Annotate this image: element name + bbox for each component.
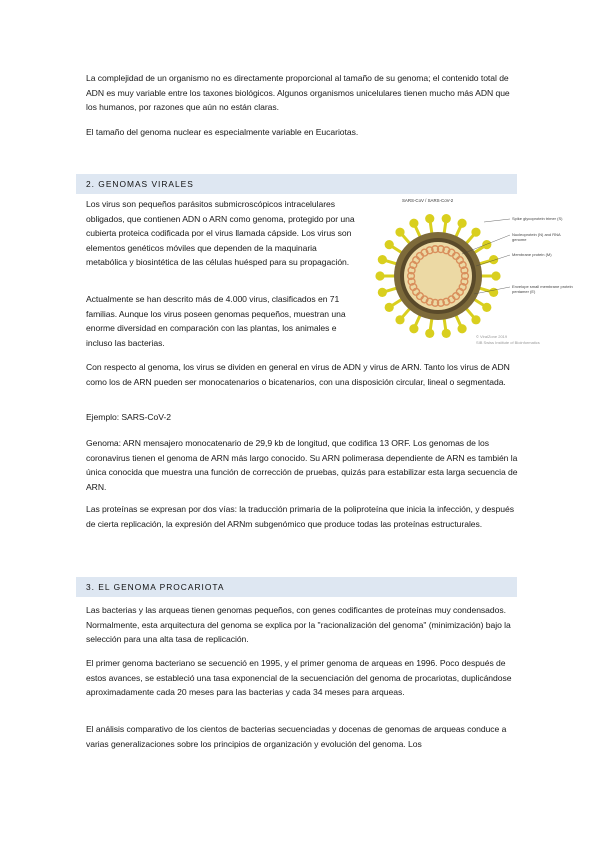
label-spike: Spike glycoprotein trimer (S) <box>512 216 563 221</box>
label-envelope: Envelope small membrane protein pentamer (E) <box>512 284 573 294</box>
prokaryote-paragraph-1: Las bacterias y las arqueas tienen genomas pequeños, con genes codificantes de proteínas muy condensados. Normalmente, esta arquitectura del genoma se explica por la "racionalización del genoma" (minimización) bajo la selección para una alta tasa de replicación. <box>86 605 511 645</box>
label-leader-lines <box>366 196 574 349</box>
sars-cov-figure <box>366 196 574 349</box>
intro-paragraph-1: La complejidad de un organismo no es directamente proporcional al tamaño de su genoma; el contenido total de ADN es muy variable entre los taxones biológicos. Algunos organismos unicelulares tienen mucho más ADN que los humanos, por razones que aún no están claras. <box>86 73 510 113</box>
viral-paragraph-5: Las proteínas se expresan por dos vías: la traducción primaria de la poliproteína que inicia la infección, y después de cierta replicación, la expresión del ARNm subgenómico que produce todas las proteínas estructurales. <box>86 504 514 529</box>
prokaryote-paragraph-3: El análisis comparativo de los cientos de bacterias secuenciadas y docenas de genomas de arqueas conduce a varias generalizaciones sobre los principios de organización y evolución del genoma. Los <box>86 724 507 749</box>
section-heading-viral-genomes: 2. GENOMAS VIRALES <box>76 174 517 194</box>
figure-credit-1: © ViralZone 2019 <box>476 334 508 339</box>
section-heading-prokaryotic-genome: 3. EL GENOMA PROCARIOTA <box>76 577 517 597</box>
viral-paragraph-3: Con respecto al genoma, los virus se dividen en general en virus de ADN y virus de ARN. Tanto los virus de ADN como los de ARN pueden ser monocatenarios o bicatenarios, con una disposición circular, lineal o segmentada. <box>86 362 510 387</box>
figure-credit-2: SIB Swiss Institute of Bioinformatics <box>476 340 540 345</box>
label-membrane: Membrane protein (M) <box>512 252 552 257</box>
figure-title: SARS-CoV / SARS-CoV-2 <box>402 198 454 203</box>
intro-paragraph-2: El tamaño del genoma nuclear es especialmente variable en Eucariotas. <box>86 127 359 137</box>
viral-example-title: Ejemplo: SARS-CoV-2 <box>86 412 172 422</box>
prokaryote-paragraph-2: El primer genoma bacteriano se secuenció en 1995, y el primer genoma de arqueas en 1996. Poco después de estos avances, se estableció una tasa exponencial de la secuenciación del genoma de procariotas, duplicándose aproximadamente cada 20 meses para las bacterias y cada 34 meses para arqueas. <box>86 658 512 698</box>
label-nucleoprotein: Nucleoprotein (N) and RNA genome <box>512 232 561 242</box>
viral-paragraph-2: Actualmente se han descrito más de 4.000 virus, clasificados en 71 familias. Aunque los virus poseen genomas pequeños, muestran una enorme diversidad en comparación con las plantas, los animales e incluso las bacterias. <box>86 294 346 348</box>
viral-paragraph-4: Genoma: ARN mensajero monocatenario de 29,9 kb de longitud, que codifica 13 ORF. Los genomas de los coronavirus tienen el genoma de ARN más largo conocido. Su ARN polimerasa dependiente de ARN es también la única conocida que muestra una función de corrección de pruebas, quizás para estabilizar esta larga secuencia de ARN. <box>86 438 518 492</box>
viral-paragraph-1: Los virus son pequeños parásitos submicroscópicos intracelulares obligados, que contienen ADN o ARN como genoma, protegido por una cubierta proteica codificada por el virus llamada cápside. Los virus son elementos genéticos móviles que dependen de la maquinaria metabólica y biosintética de las células huésped para su propagación. <box>86 199 355 268</box>
